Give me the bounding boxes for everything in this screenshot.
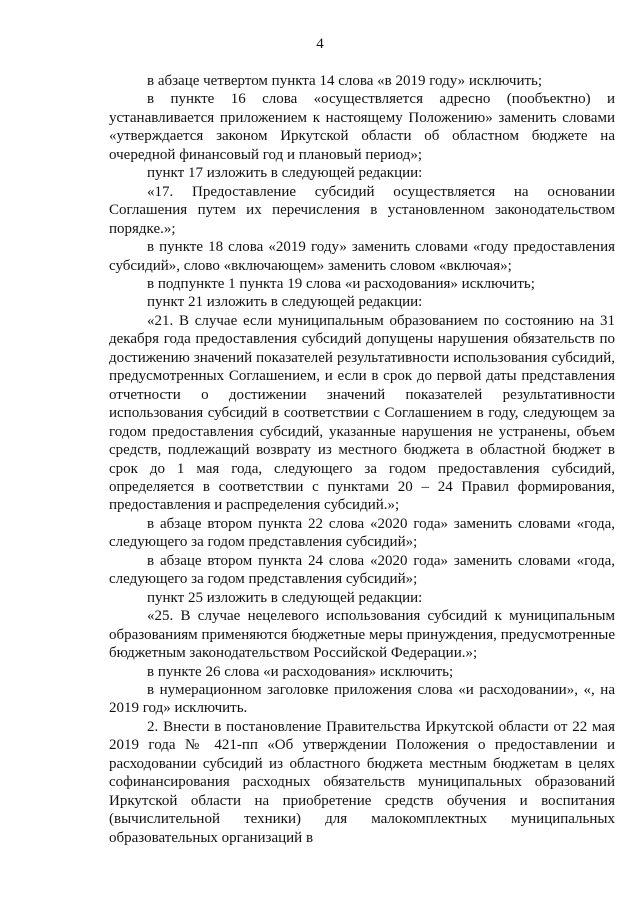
page-number: 4 xyxy=(316,36,324,52)
paragraph: в пункте 18 слова «2019 году» заменить словами «году предоставления субсидий», слово «включающем» заменить словом «включая»; xyxy=(109,239,615,274)
paragraph: в пункте 16 слова «осуществляется адресно (пообъектно) и устанавливается приложением к настоящему Положению» заменить словами «утверждается законом Иркутской области об областном бюджете на очередной финансовый год и плановый период»; xyxy=(109,91,615,163)
paragraph: «17. Предоставление субсидий осуществляется на основании Соглашения путем их перечисления в установленном законодательством порядке.»; xyxy=(109,183,615,237)
document-body xyxy=(109,72,615,847)
paragraph: в пункте 26 слова «и расходования» исключить; xyxy=(147,663,454,680)
paragraph: в абзаце втором пункта 24 слова «2020 года» заменить словами «года, следующего за годом представления субсидий»; xyxy=(109,552,615,588)
paragraph: в нумерационном заголовке приложения слова «и расходовании», «, на 2019 год» исключить. xyxy=(109,681,615,717)
paragraph: пункт 21 изложить в следующей редакции: xyxy=(147,294,423,311)
paragraph: пункт 17 изложить в следующей редакции: xyxy=(147,165,423,182)
paragraph: «21. В случае если муниципальным образованием по состоянию на 31 декабря года предоставления субсидий допущены нарушения обязательств по достижению значений показателей результативности использования субсидий, предусмотренных Соглашением, и если в срок до первой даты представления отчетности о достижении значений показателей результативности использования субсидий в соответствии с Соглашением в году, следующем за годом предоставления субсидий, указанные нарушения не устранены, объем средств, подлежащий возврату из местного бюджета в областной бюджет в срок до 1 мая года, следующего за годом предоставления субсидий, определяется в соответствии с пунктами 20 – 24 Правил формирования, предоставления и распределения субсидий.»; xyxy=(109,312,615,514)
paragraph: «25. В случае нецелевого использования субсидий к муниципальным образованиям применяются бюджетные меры принуждения, предусмотренные бюджетным законодательством Российской Федерации.»; xyxy=(109,608,615,662)
paragraph: в абзаце четвертом пункта 14 слова «в 2019 году» исключить; xyxy=(147,73,543,89)
paragraph: в абзаце втором пункта 22 слова «2020 года» заменить словами «года, следующего за годом представления субсидий»; xyxy=(109,515,615,551)
paragraph: пункт 25 изложить в следующей редакции: xyxy=(147,589,423,606)
paragraph: в подпункте 1 пункта 19 слова «и расходования» исключить; xyxy=(147,275,535,292)
paragraph: 2. Внести в постановление Правительства Иркутской области от 22 мая 2019 года № 421-пп «Об утверждении Положения о предоставлении и расходовании субсидий из областного бюджета местным бюджетам в целях софинансирования расходных обязательств муниципальных образований Иркутской области на приобретение средств обучения и воспитания (вычислительной техники) для малокомплектных муниципальных образовательных организаций в xyxy=(109,718,615,846)
